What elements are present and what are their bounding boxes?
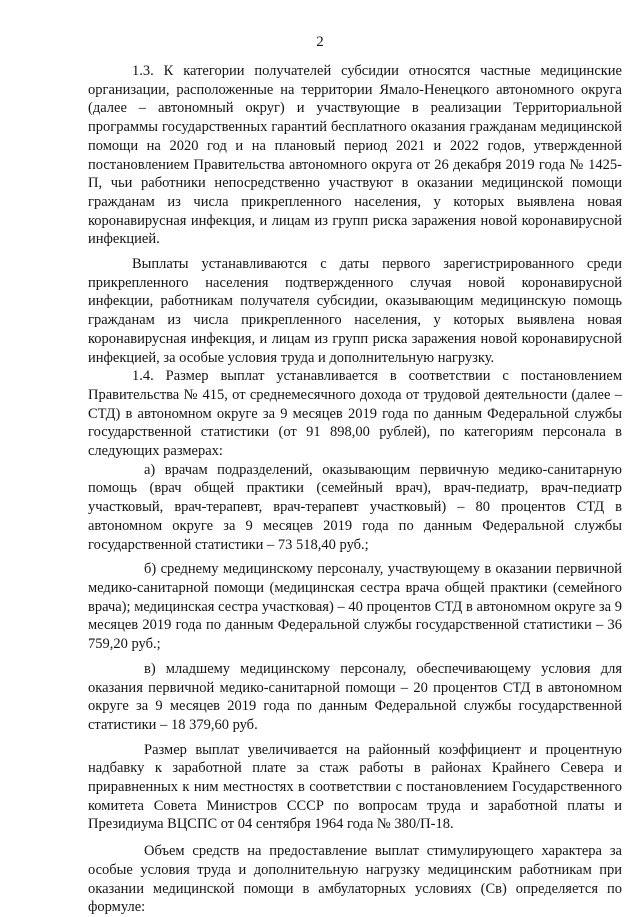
- paragraph-1-3: 1.3. К категории получателей субсидии относятся частные медицинские организации, расположенные на территории Ямало-Ненецкого автономного округа (далее – автономный округ) и участвующие в реализации Территориальной программы государственных гарантий бесплатного оказания гражданам медицинской помощи на 2020 год и на плановый период 2021 и 2022 годов, утвержденной постановлением Правительства автономного округа от 26 декабря 2019 года № 1425-П, чьи работники непосредственно участвуют в оказании медицинской помощи гражданам из числа прикрепленного населения, у которых выявлена новая коронавирусная инфекция, и лицам из групп риска заражения новой коронавирусной инфекцией.: [88, 63, 622, 248]
- list-item-b: б) среднему медицинскому персоналу, участвующему в оказании первичной медико-санитарной помощи (медицинская сестра врача общей практики (семейного врача); медицинская сестра участковая) – 40 процентов СТД в автономном округе за 9 месяцев 2019 года по данным Федеральной службы государственной статистики – 36 759,20 руб.;: [88, 561, 622, 653]
- paragraph-regional-coefficient: Размер выплат увеличивается на районный коэффициент и процентную надбавку к заработной плате за стаж работы в районах Крайнего Севера и приравненных к ним местностях в соответствии с постановлением Государственного комитета Совета Министров СССР по вопросам труда и заработной платы и Президиума ВЦСПС от 04 сентября 1964 года № 380/П-18.: [88, 741, 622, 833]
- page-number: 2: [316, 34, 324, 50]
- list-item-a: а) врачам подразделений, оказывающим первичную медико-санитарную помощь (врач общей практики (семейный врач), врач-педиатр, врач-педиатр участковый, врач-терапевт, врач-терапевт участковый) – 80 процентов СТД в автономном округе за 9 месяцев 2019 года по данным Федеральной службы государственной статистики – 73 518,40 руб.;: [88, 461, 622, 553]
- document-body: [88, 62, 622, 917]
- paragraph-payments-established: Выплаты устанавливаются с даты первого зарегистрированного среди прикрепленного населения подтвержденного случая новой коронавирусной инфекции, работникам получателя субсидии, оказывающим медицинскую помощь гражданам из числа прикрепленного населения, у которых выявлена новая коронавирусная инфекция, и лицам из групп риска заражения новой коронавирусной инфекцией, за особые условия труда и дополнительную нагрузку.: [88, 256, 622, 366]
- paragraph-1-4: 1.4. Размер выплат устанавливается в соответствии с постановлением Правительства № 415, от среднемесячного дохода от трудовой деятельности (далее – СТД) в автономном округе за 9 месяцев 2019 года по данным Федеральной службы государственной статистики (от 91 898,00 рублей), по категориям персонала в следующих размерах:: [88, 368, 622, 460]
- list-item-c: в) младшему медицинскому персоналу, обеспечивающему условия для оказания первичной медико-санитарной помощи – 20 процентов СТД в автономном округе за 9 месяцев 2019 года по данным Федеральной службы государственной статистики – 18 379,60 руб.: [88, 660, 622, 733]
- paragraph-funding-formula: Объем средств на предоставление выплат стимулирующего характера за особые условия труда и дополнительную нагрузку медицинским работникам при оказании медицинской помощи в амбулаторных условиях (Св) определяется по формуле:: [88, 843, 622, 916]
